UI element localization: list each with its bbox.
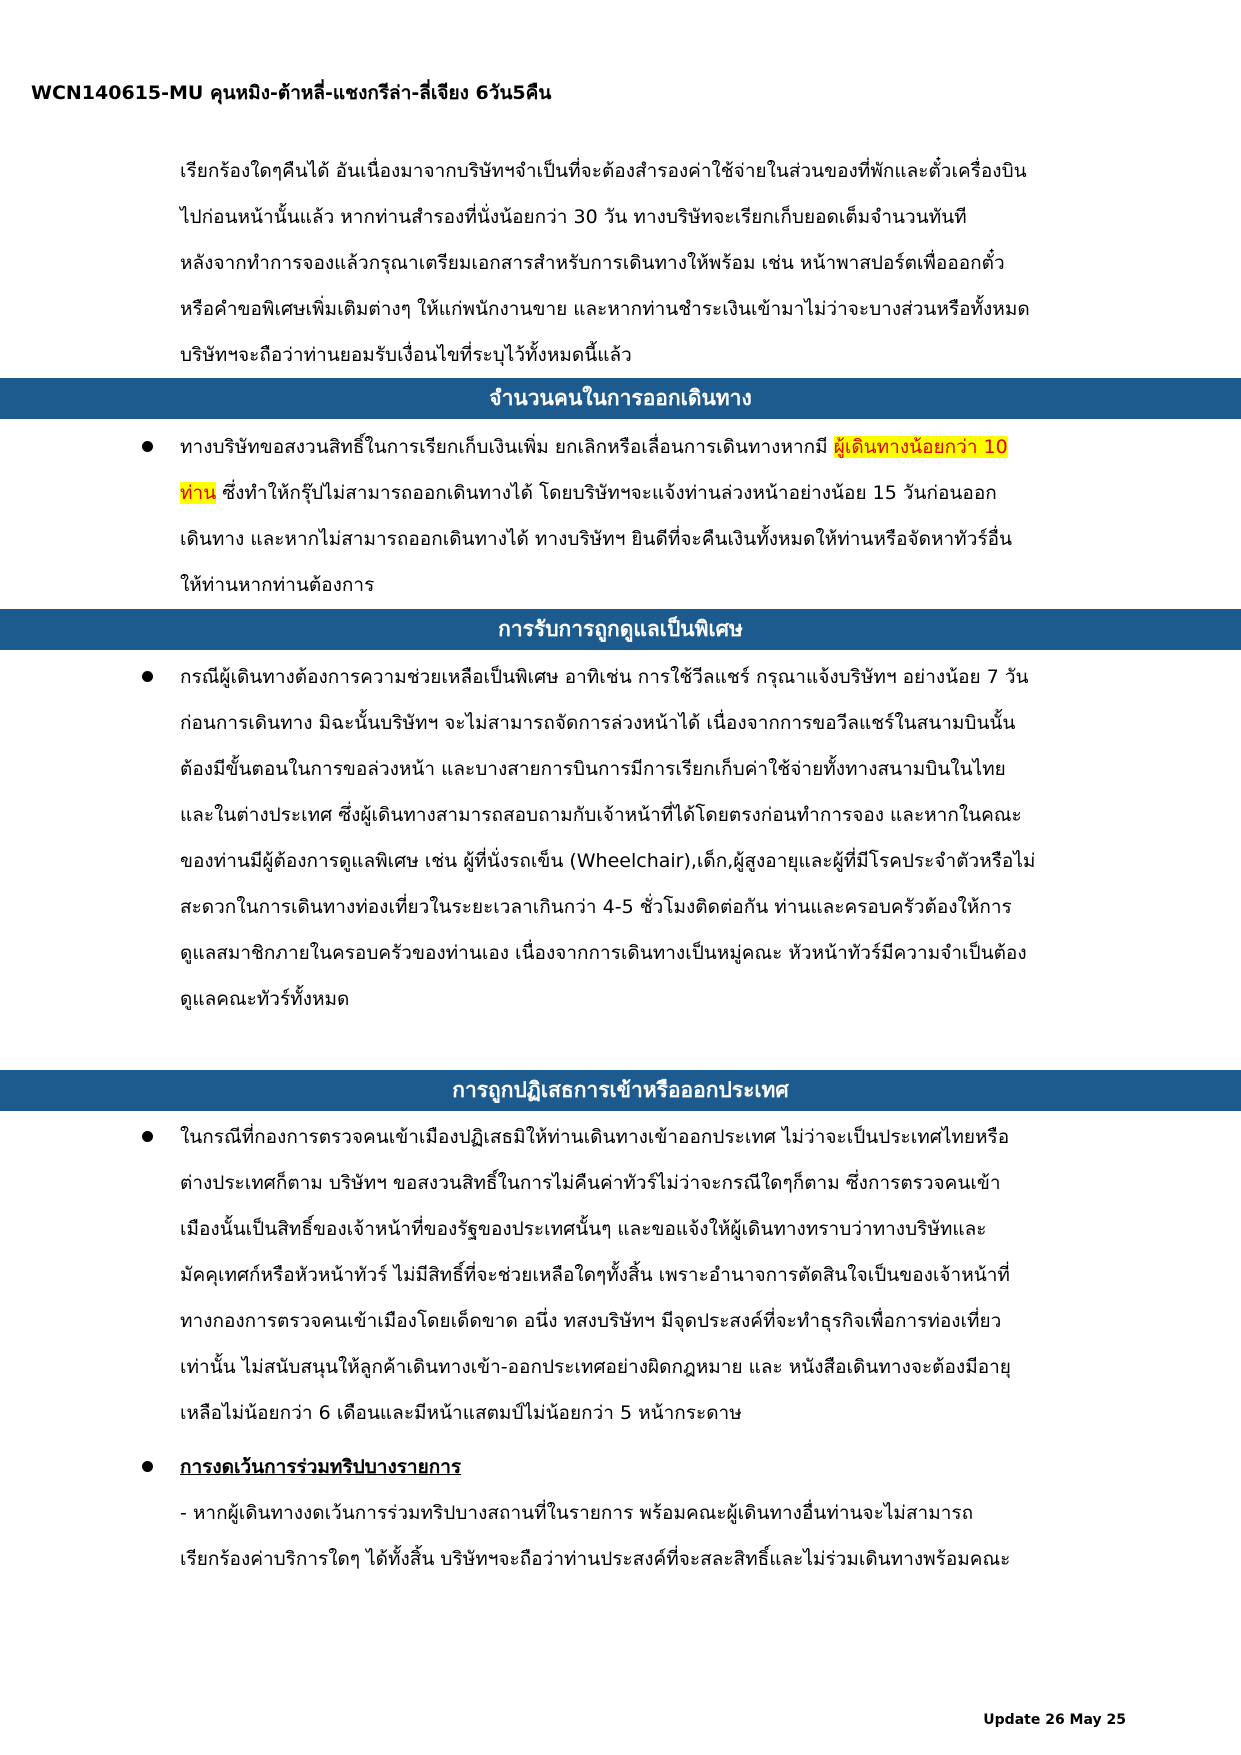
paragraph-line: ดูแลคณะทัวร์ทั้งหมด xyxy=(180,988,350,1010)
paragraph-line: เดินทาง และหากไม่สามารถออกเดินทางได้ ทางบริษัทฯ ยินดีที่จะคืนเงินทั้งหมดให้ท่านหรือจัดหาทัวร์อื่น xyxy=(180,528,1012,550)
paragraph-line: ต้องมีขั้นตอนในการขอล่วงหน้า และบางสายการบินการมีการเรียกเก็บค่าใช้จ่ายทั้งทางสนามบินในไทย xyxy=(180,758,1006,780)
paragraph-line: เหลือไม่น้อยกว่า 6 เดือนและมีหน้าแสตมป์ไม่น้อยกว่า 5 หน้ากระดาษ xyxy=(180,1402,742,1424)
highlighted-text: ท่าน xyxy=(180,482,217,504)
skip-trip-paragraph xyxy=(180,1444,1130,1582)
paragraph-line: ของท่านมีผู้ต้องการดูแลพิเศษ เช่น ผู้ที่นั่งรถเข็น (Wheelchair),เด็ก,ผู้สูงอายุและผู้ที่มีโรคประจำตัวหรือไม่ xyxy=(180,850,1036,872)
paragraph-line: ให้ท่านหากท่านต้องการ xyxy=(180,574,375,596)
paragraph-line: ทางกองการตรวจคนเข้าเมืองโดยเด็ดขาด อนึ่ง ทสงบริษัทฯ มีจุดประสงค์ที่จะทำธุรกิจเพื่อการท่องเที่ยว xyxy=(180,1310,1002,1332)
section-header-group-size: จำนวนคนในการออกเดินทาง xyxy=(0,378,1241,419)
section-header-special-care: การรับการถูกดูแลเป็นพิเศษ xyxy=(0,609,1241,650)
intro-paragraph xyxy=(180,148,1130,378)
paragraph-line: ไปก่อนหน้านั้นแล้ว หากท่านสำรองที่นั่งน้อยกว่า 30 วัน ทางบริษัทจะเรียกเก็บยอดเต็มจำนวนทันที xyxy=(180,206,967,228)
paragraph-line: ดูแลสมาชิกภายในครอบครัวของท่านเอง เนื่องจากการเดินทางเป็นหมู่คณะ หัวหน้าทัวร์มีความจำเป็นต้อง xyxy=(180,942,1027,964)
group-size-paragraph xyxy=(180,424,1130,608)
bullet-dot xyxy=(142,1461,153,1472)
paragraph-line: เท่านั้น ไม่สนับสนุนให้ลูกค้าเดินทางเข้า-ออกประเทศอย่างผิดกฎหมาย และ หนังสือเดินทางจะต้องมีอายุ xyxy=(180,1356,1011,1378)
skip-trip-heading: การงดเว้นการร่วมทริปบางรายการ xyxy=(180,1456,462,1478)
paragraph-line: เรียกร้องใดๆคืนได้ อันเนื่องมาจากบริษัทฯจำเป็นที่จะต้องสำรองค่าใช้จ่ายในส่วนของที่พักและตั๋วเครื่องบิน xyxy=(180,160,1027,182)
bullet-dot xyxy=(142,671,153,682)
paragraph-line: สะดวกในการเดินทางท่องเที่ยวในระยะเวลาเกินกว่า 4-5 ชั่วโมงติดต่อกัน ท่านและครอบครัวต้องให้การ xyxy=(180,896,1012,918)
footer-update-date: Update 26 May 25 xyxy=(983,1712,1126,1728)
paragraph-line: ต่างประเทศก็ตาม บริษัทฯ ขอสงวนสิทธิ์ในการไม่คืนค่าทัวร์ไม่ว่าจะกรณีใดๆก็ตาม ซึ่งการตรวจคนเข้า xyxy=(180,1172,1001,1194)
document-title: WCN140615-MU คุนหมิง-ต้าหลี่-แชงกรีล่า-ลี่เจียง 6วัน5คืน xyxy=(31,82,552,104)
paragraph-line: หรือคำขอพิเศษเพิ่มเติมต่างๆ ให้แก่พนักงานขาย และหากท่านชำระเงินเข้ามาไม่ว่าจะบางส่วนหรือทั้งหมด xyxy=(180,298,1030,320)
section-header-entry-denial: การถูกปฏิเสธการเข้าหรือออกประเทศ xyxy=(0,1070,1241,1111)
special-care-paragraph xyxy=(180,654,1130,1022)
paragraph-line: - หากผู้เดินทางงดเว้นการร่วมทริปบางสถานที่ในรายการ พร้อมคณะผู้เดินทางอื่นท่านจะไม่สามารถ xyxy=(180,1502,974,1524)
paragraph-text: ซึ่งทำให้กรุ๊ปไม่สามารถออกเดินทางได้ โดยบริษัทฯจะแจ้งท่านล่วงหน้าอย่างน้อย 15 วันก่อนออก xyxy=(216,482,997,504)
paragraph-line xyxy=(180,470,1130,516)
paragraph-line: กรณีผู้เดินทางต้องการความช่วยเหลือเป็นพิเศษ อาทิเช่น การใช้วีลแชร์ กรุณาแจ้งบริษัทฯ อย่างน้อย 7 วัน xyxy=(180,666,1029,688)
entry-denial-paragraph xyxy=(180,1114,1130,1436)
bullet-dot xyxy=(142,1131,153,1142)
paragraph-line: บริษัทฯจะถือว่าท่านยอมรับเงื่อนไขที่ระบุไว้ทั้งหมดนี้แล้ว xyxy=(180,344,632,366)
paragraph-line: มัคคุเทศก์หรือหัวหน้าทัวร์ ไม่มีสิทธิ์ที่จะช่วยเหลือใดๆทั้งสิ้น เพราะอำนาจการตัดสินใจเป็นของเจ้าหน้าที่ xyxy=(180,1264,1010,1286)
paragraph-line: เรียกร้องค่าบริการใดๆ ได้ทั้งสิ้น บริษัทฯจะถือว่าท่านประสงค์ที่จะสละสิทธิ์และไม่ร่วมเดินทางพร้อมคณะ xyxy=(180,1548,1011,1570)
paragraph-line: หลังจากทำการจองแล้วกรุณาเตรียมเอกสารสำหรับการเดินทางให้พร้อม เช่น หน้าพาสปอร์ตเพื่อออกตั๋ว xyxy=(180,252,1005,274)
paragraph-line xyxy=(180,424,1130,470)
paragraph-line: ก่อนการเดินทาง มิฉะนั้นบริษัทฯ จะไม่สามารถจัดการล่วงหน้าได้ เนื่องจากการขอวีลแชร์ในสนามบินนั้น xyxy=(180,712,1016,734)
paragraph-line: ในกรณีที่กองการตรวจคนเข้าเมืองปฏิเสธมิให้ท่านเดินทางเข้าออกประเทศ ไม่ว่าจะเป็นประเทศไทยหรือ xyxy=(180,1126,1010,1148)
paragraph-line: เมืองนั้นเป็นสิทธิ์ของเจ้าหน้าที่ของรัฐของประเทศนั้นๆ และขอแจ้งให้ผู้เดินทางทราบว่าทางบริษัทและ xyxy=(180,1218,987,1240)
paragraph-line: และในต่างประเทศ ซึ่งผู้เดินทางสามารถสอบถามกับเจ้าหน้าที่ได้โดยตรงก่อนทำการจอง และหากในคณะ xyxy=(180,804,1022,826)
highlighted-text: ผู้เดินทางน้อยกว่า 10 xyxy=(833,436,1008,458)
bullet-dot xyxy=(142,441,153,452)
paragraph-text: ทางบริษัทขอสงวนสิทธิ์ในการเรียกเก็บเงินเพิ่ม ยกเลิกหรือเลื่อนการเดินทางหากมี xyxy=(180,436,834,458)
